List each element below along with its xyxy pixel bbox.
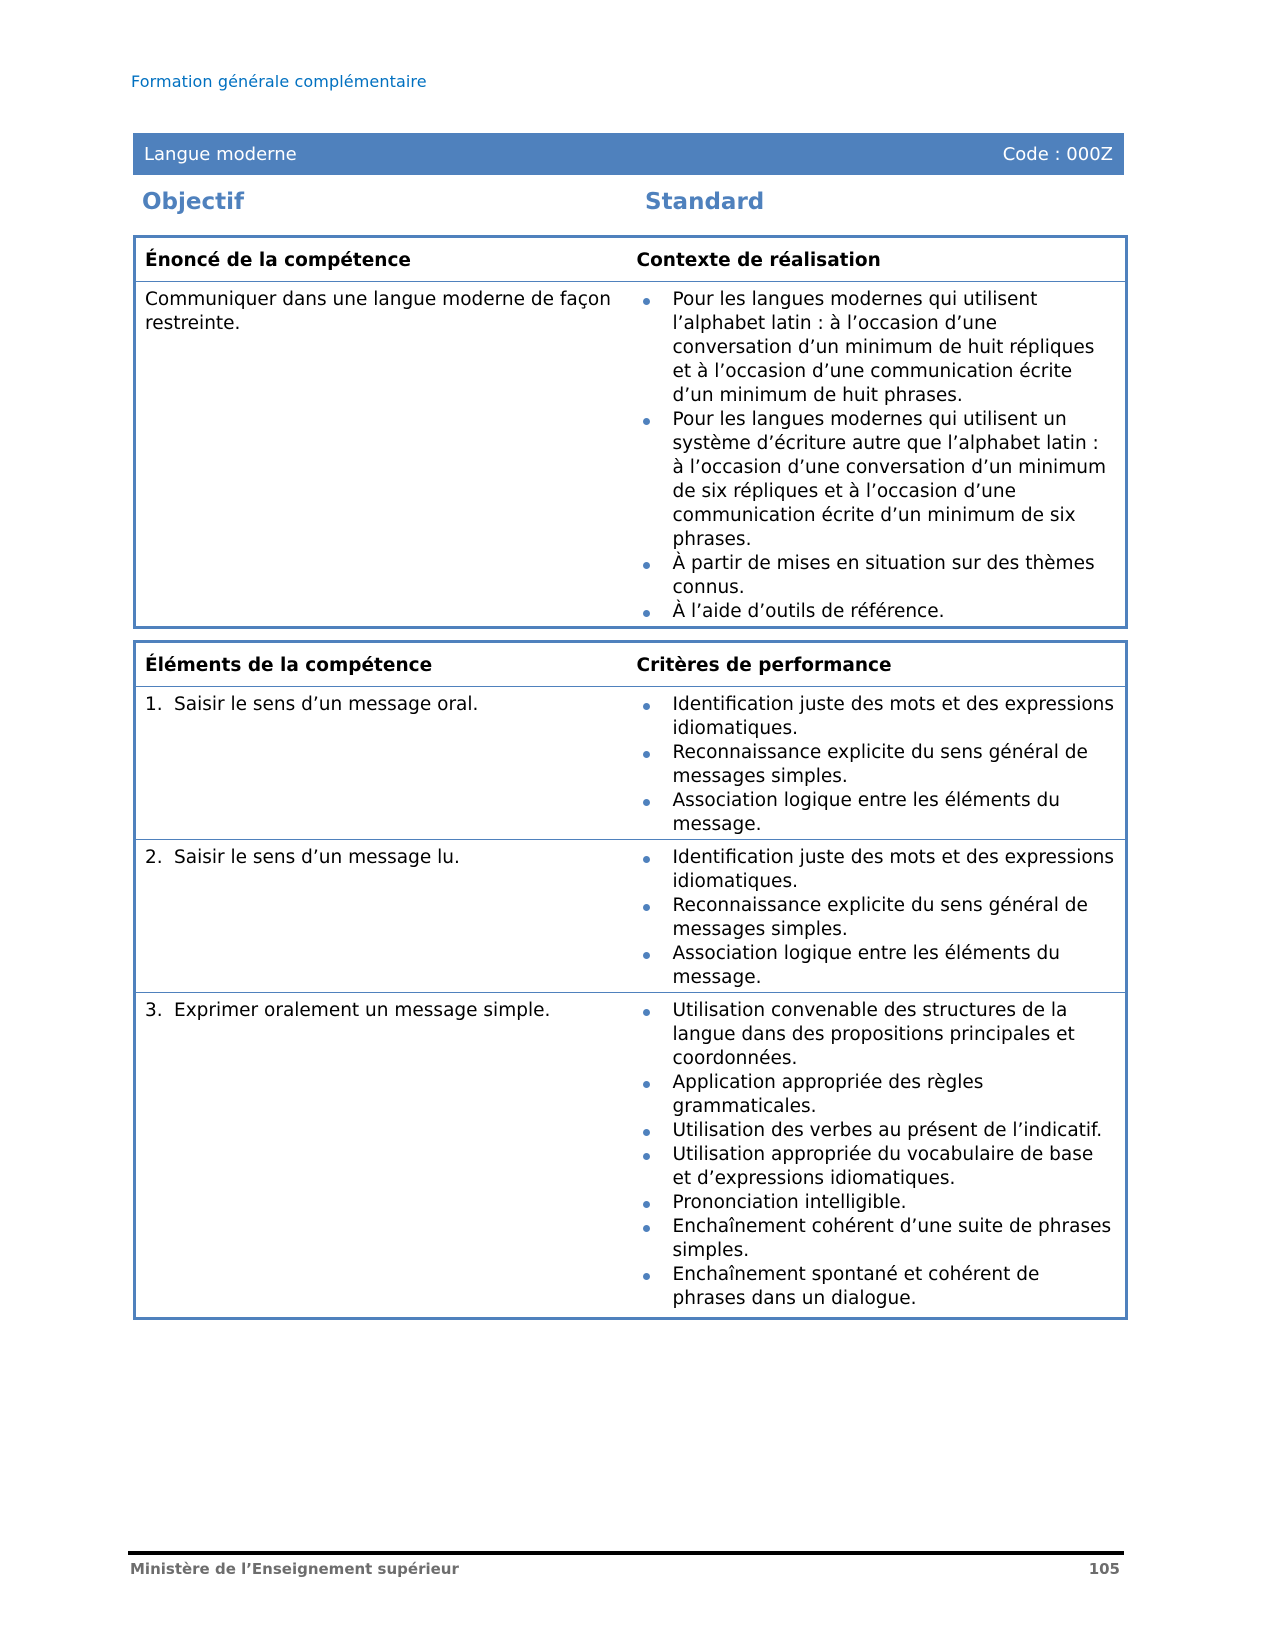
bullet-icon xyxy=(643,952,650,959)
list-item: À partir de mises en situation sur des thèmes connus. xyxy=(636,552,1116,600)
list-item: Association logique entre les éléments du message. xyxy=(636,942,1116,990)
footer-divider xyxy=(128,1551,1124,1555)
element-number: 3. xyxy=(145,1000,163,1021)
course-code: Code : 000Z xyxy=(1002,143,1113,165)
criteria-header: Critères de performance xyxy=(628,642,1127,687)
bullet-icon xyxy=(643,562,650,569)
course-name: Langue moderne xyxy=(144,143,297,165)
table-row xyxy=(135,840,1127,993)
list-item: Identification juste des mots et des expressions idiomatiques. xyxy=(636,693,1116,741)
criteria-list xyxy=(636,846,1116,990)
list-item: Pour les langues modernes qui utilisent un système d’écriture autre que l’alphabet latin : à l’occasion d’une conversation d’un minimum de six répliques et à l’occasion d’une communication écrite d’un minimum de six phrases. xyxy=(636,408,1116,552)
list-item: Reconnaissance explicite du sens général de messages simples. xyxy=(636,741,1116,789)
bullet-icon xyxy=(643,1201,650,1208)
list-item: Association logique entre les éléments du message. xyxy=(636,789,1116,837)
element-cell xyxy=(135,993,628,1319)
table-row xyxy=(135,993,1127,1319)
list-item: Reconnaissance explicite du sens général de messages simples. xyxy=(636,894,1116,942)
page-number: 105 xyxy=(1088,1560,1120,1578)
competency-statement-table xyxy=(133,235,1128,629)
list-item: Utilisation convenable des structures de la langue dans des propositions principales et coordonnées. xyxy=(636,999,1116,1071)
bullet-icon xyxy=(643,1129,650,1136)
list-item: Enchaînement cohérent d’une suite de phrases simples. xyxy=(636,1215,1116,1263)
list-item: Utilisation des verbes au présent de l’indicatif. xyxy=(636,1119,1116,1143)
list-item: Utilisation appropriée du vocabulaire de base et d’expressions idiomatiques. xyxy=(636,1143,1116,1191)
bullet-icon xyxy=(643,1009,650,1016)
statement-header: Énoncé de la compétence xyxy=(135,237,628,282)
elements-header: Éléments de la compétence xyxy=(135,642,628,687)
table-header-row xyxy=(135,642,1127,687)
bullet-icon xyxy=(643,610,650,617)
context-header: Contexte de réalisation xyxy=(628,237,1127,282)
competency-statement: Communiquer dans une langue moderne de façon restreinte. xyxy=(145,289,611,334)
bullet-icon xyxy=(643,418,650,425)
bullet-icon xyxy=(643,904,650,911)
element-text: Saisir le sens d’un message lu. xyxy=(174,847,460,868)
element-number: 2. xyxy=(145,847,163,868)
list-item: Pour les langues modernes qui utilisent l’alphabet latin : à l’occasion d’une conversation d’un minimum de huit répliques et à l’occasion d’une communication écrite d’un minimum de huit phrases. xyxy=(636,288,1116,408)
list-item: Prononciation intelligible. xyxy=(636,1191,1116,1215)
table-row xyxy=(135,282,1127,628)
competency-elements-table xyxy=(133,640,1128,1320)
bullet-icon xyxy=(643,856,650,863)
element-cell xyxy=(135,840,628,993)
criteria-list xyxy=(636,693,1116,837)
course-title-bar xyxy=(133,133,1124,175)
standard-heading: Standard xyxy=(645,189,765,215)
element-number: 1. xyxy=(145,694,163,715)
running-head: Formation générale complémentaire xyxy=(131,72,427,91)
footer-publisher: Ministère de l’Enseignement supérieur xyxy=(130,1560,459,1578)
table-row xyxy=(135,687,1127,840)
bullet-icon xyxy=(643,799,650,806)
criteria-cell xyxy=(628,993,1127,1319)
objective-heading: Objectif xyxy=(142,189,245,215)
list-item: Identification juste des mots et des expressions idiomatiques. xyxy=(636,846,1116,894)
context-cell xyxy=(628,282,1127,628)
list-item: Application appropriée des règles grammaticales. xyxy=(636,1071,1116,1119)
bullet-icon xyxy=(643,703,650,710)
criteria-cell xyxy=(628,687,1127,840)
element-text: Saisir le sens d’un message oral. xyxy=(174,694,479,715)
context-list xyxy=(636,288,1116,624)
criteria-cell xyxy=(628,840,1127,993)
element-text: Exprimer oralement un message simple. xyxy=(174,1000,551,1021)
bullet-icon xyxy=(643,1153,650,1160)
bullet-icon xyxy=(643,751,650,758)
list-item: Enchaînement spontané et cohérent de phrases dans un dialogue. xyxy=(636,1263,1116,1311)
bullet-icon xyxy=(643,298,650,305)
bullet-icon xyxy=(643,1225,650,1232)
criteria-list xyxy=(636,999,1116,1311)
bullet-icon xyxy=(643,1273,650,1280)
table-header-row xyxy=(135,237,1127,282)
element-cell xyxy=(135,687,628,840)
list-item: À l’aide d’outils de référence. xyxy=(636,600,1116,624)
bullet-icon xyxy=(643,1081,650,1088)
